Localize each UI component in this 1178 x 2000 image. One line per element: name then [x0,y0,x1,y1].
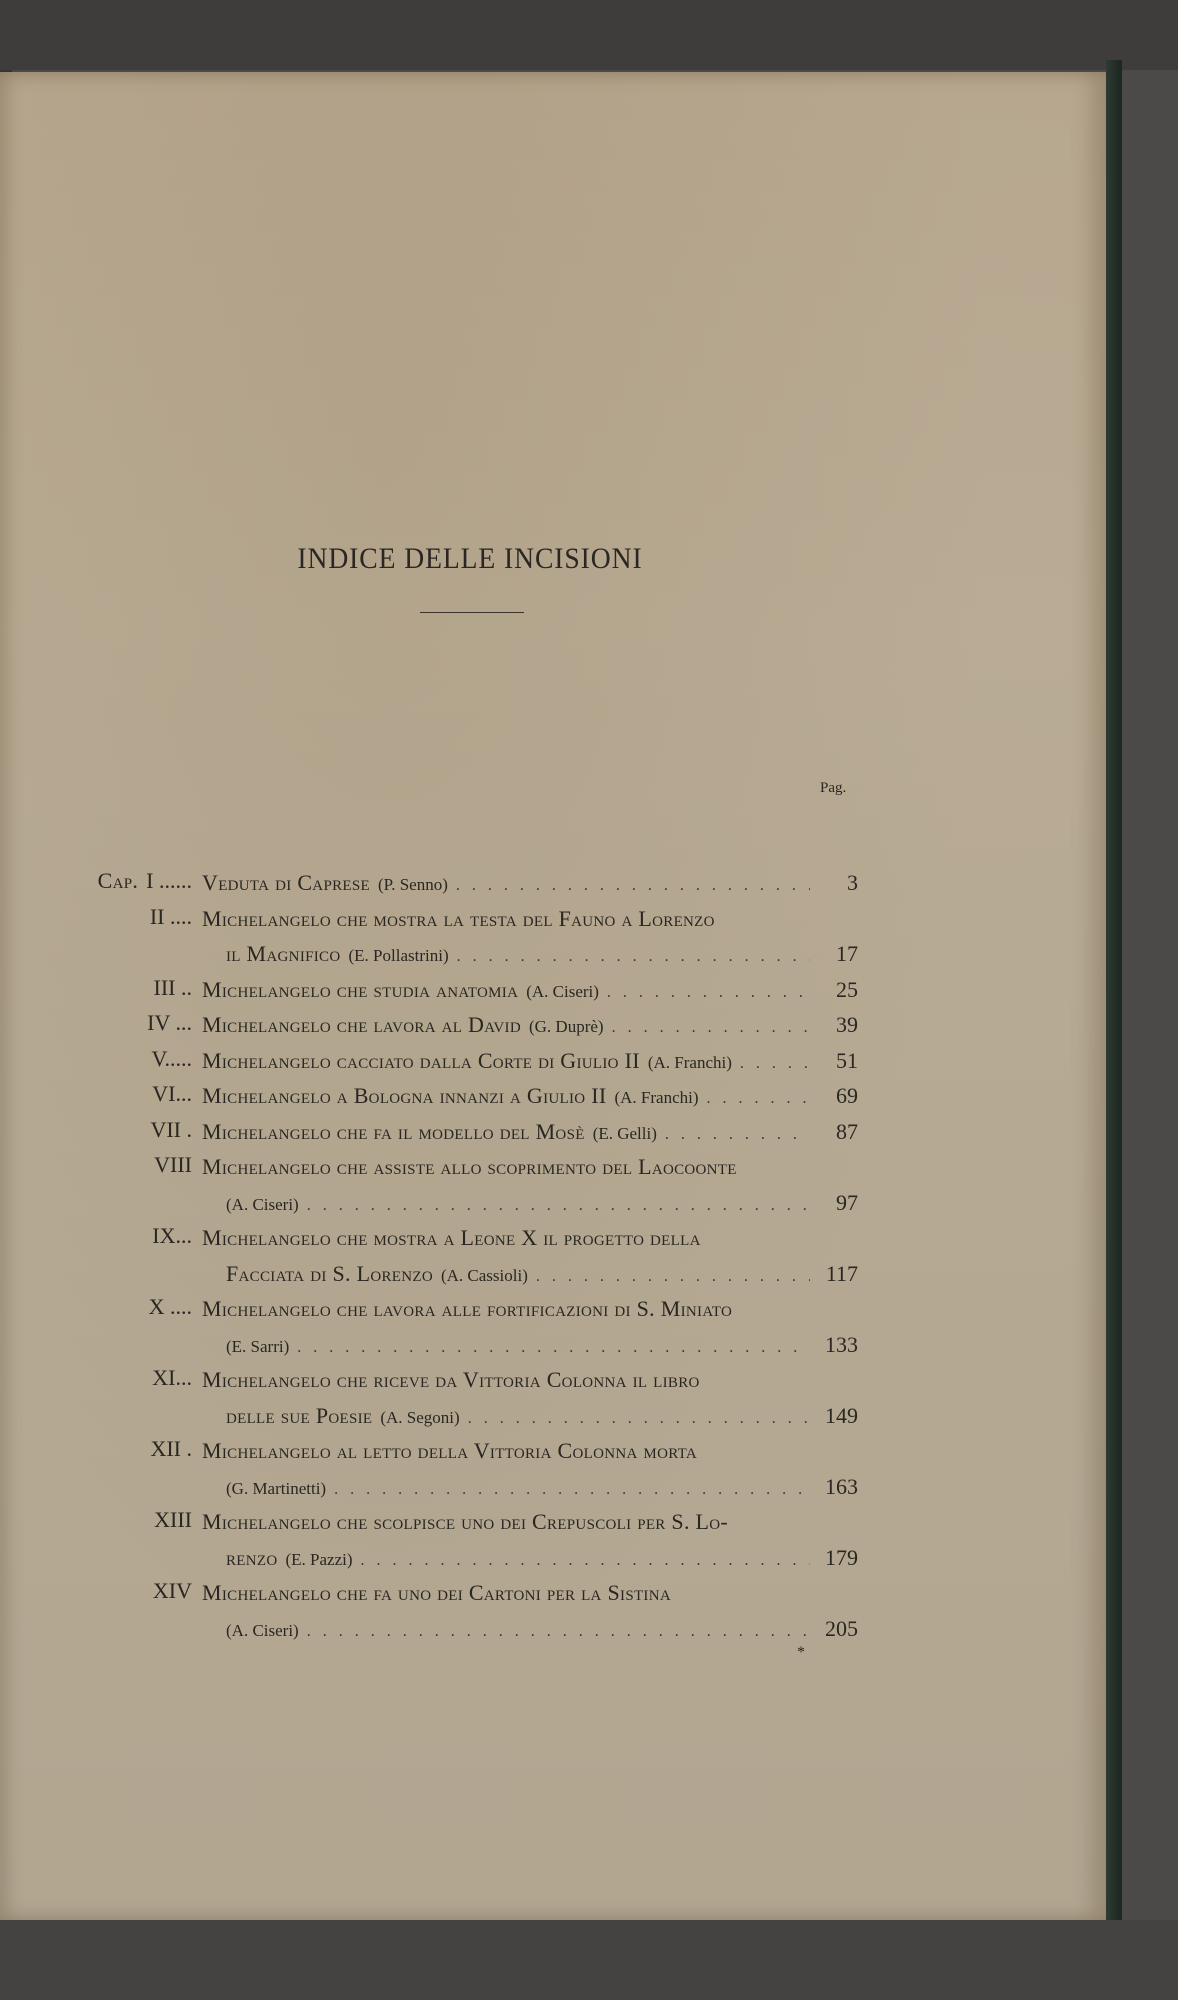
toc-entry-line-2 [226,1332,858,1364]
toc-entry-numeral: X .... [148,1294,192,1319]
toc-entry-credit: (A. Ciseri) [226,1194,299,1214]
background-bottom [0,1920,1178,2000]
toc-entry-numeral: XI... [152,1365,192,1390]
toc-entry-line [202,1012,858,1044]
toc-leader-dots [707,1090,810,1108]
toc-page-number: 205 [825,1615,858,1641]
toc-entry-title: Michelangelo che riceve da Vittoria Colonna il libro [202,1367,700,1392]
toc-entry-number [150,1117,192,1143]
toc-entry-line [202,1048,858,1080]
toc-entry-credit: (A. Franchi) [614,1088,699,1107]
toc-entry-credit: (E. Sarri) [226,1336,290,1356]
toc-entry-title: Michelangelo a Bologna innanzi a Giulio II [202,1083,607,1108]
toc-page-number: 179 [825,1544,858,1570]
toc-page-number: 17 [836,941,858,966]
page-title: INDICE DELLE INCISIONI [297,542,643,575]
toc-entry-number [154,1152,192,1178]
toc-leader-dots [536,1268,810,1286]
toc-entry-title-cont: Facciata di S. Lorenzo [226,1260,433,1286]
toc-entry-line-2 [226,941,858,973]
toc-entry-number [152,1365,192,1391]
toc-entry-title: Michelangelo che studia anatomia [202,976,519,1002]
toc-entry-line-2 [226,1190,858,1222]
toc-entry-number [98,868,192,894]
toc-entry-numeral: II .... [149,903,192,929]
toc-entry-line [202,1154,858,1186]
toc-entry-numeral: V..... [151,1045,192,1071]
toc-entry-title: Michelangelo che fa il modello del Mosè [202,1118,585,1144]
toc-page-number: 69 [836,1083,858,1108]
toc-page-number: 97 [836,1189,858,1215]
toc-entry-credit: (G. Martinetti) [226,1478,327,1498]
toc-entry-numeral: I ...... [146,868,192,893]
toc-entry-line-2 [226,1616,858,1648]
background-top [0,0,1178,70]
toc-entry-line [202,906,858,938]
book-cover-edge [1106,60,1122,1920]
toc-entry-title: Michelangelo che mostra a Leone X il progetto della [202,1225,701,1250]
title-rule [420,612,524,613]
toc-entry-credit: (E. Pazzi) [285,1549,353,1569]
toc-entry-line [202,1225,858,1257]
toc-entry-credit: (A. Ciseri) [526,981,599,1001]
toc-entry-title: Michelangelo che fa uno dei Cartoni per la Sistina [202,1580,671,1605]
toc-entry-title: Michelangelo che lavora al David [202,1012,521,1037]
toc-entry-line [202,1580,858,1612]
toc-page-number: 51 [836,1047,858,1073]
toc-entry-line [202,1083,858,1115]
toc-entry-title-cont: renzo [226,1544,278,1570]
toc-leader-dots [307,1197,810,1215]
toc-entry-credit: (A. Segoni) [380,1407,460,1427]
toc-page-number: 117 [825,1260,858,1286]
toc-entry-number [151,1046,192,1072]
toc-entry-line [202,1367,858,1399]
toc-entry-credit: (A. Franchi) [647,1052,732,1072]
toc-entry-title: Veduta di Caprese [202,870,370,895]
pag-label: Pag. [820,780,847,796]
toc-leader-dots [612,1019,810,1037]
toc-entry-number [149,1294,192,1320]
toc-entry-title: Michelangelo cacciato dalla Corte di Giulio II [202,1047,640,1073]
toc-page-number: 25 [836,976,858,1002]
toc-leader-dots [334,1481,810,1499]
toc-page-number: 39 [836,1012,858,1037]
toc-entry-line [202,977,858,1009]
toc-entry-numeral: XIV [152,1578,192,1603]
toc-entry-numeral: III .. [153,974,192,1000]
toc-entry-credit: (A. Ciseri) [226,1620,299,1640]
toc-entry-line [202,1438,858,1470]
toc-entry-number [154,975,192,1001]
toc-entry-numeral: VIII [154,1152,192,1177]
toc-entry-title-cont: il Magnifico [226,941,341,966]
toc-leader-dots [468,1410,810,1428]
toc-entry-line-2 [226,1545,858,1577]
toc-entry-number [152,1081,192,1107]
toc-entry-line [202,1119,858,1151]
toc-entry-credit: (E. Gelli) [592,1123,657,1143]
toc-entry-line-2 [226,1261,858,1293]
toc-entry-numeral: XIII [154,1507,192,1532]
toc-entry-number [153,1578,192,1604]
toc-page-number: 149 [825,1402,858,1428]
toc-entry-title: Michelangelo che lavora alle fortificazioni di S. Miniato [202,1296,733,1321]
toc-entry-line [202,870,858,902]
toc-entry-credit: (P. Senno) [377,875,448,894]
toc-page-number: 87 [836,1118,858,1144]
toc-entry-numeral: IV ... [147,1010,192,1035]
toc-entry-line-2 [226,1474,858,1506]
toc-entry-credit: (A. Cassioli) [440,1265,528,1285]
toc-leader-dots [740,1055,810,1073]
toc-entry-line [202,1509,858,1541]
toc-entry-number [152,1223,192,1249]
toc-leader-dots [457,948,810,966]
toc-entry-credit: (G. Duprè) [528,1017,604,1036]
toc-entry-line [202,1296,858,1328]
cap-label: Cap. [97,868,139,893]
toc-entry-numeral: VI... [152,1081,192,1106]
toc-page-number: 163 [825,1473,858,1499]
toc-leader-dots [361,1552,810,1570]
toc-entry-number [150,904,192,930]
toc-leader-dots [456,877,810,895]
book-page [0,72,1106,1920]
toc-leader-dots [607,984,810,1002]
toc-entry-title: Michelangelo che mostra la testa del Fauno a Lorenzo [202,905,715,931]
toc-entry-numeral: IX... [152,1223,192,1248]
toc-entry-title: Michelangelo al letto della Vittoria Colonna morta [202,1438,698,1463]
toc-entry-title: Michelangelo che assiste allo scoprimento del Laocoonte [202,1154,737,1179]
toc-entry-number [154,1507,192,1533]
toc-leader-dots [665,1126,810,1144]
toc-entry-number [150,1436,192,1462]
toc-entry-line-2 [226,1403,858,1435]
toc-entry-credit: (E. Pollastrini) [348,946,449,965]
toc-entry-numeral: VII . [150,1116,192,1142]
footer-mark: * [797,1644,805,1661]
toc-leader-dots [297,1339,810,1357]
toc-page-number: 133 [825,1331,858,1357]
toc-entry-title: Michelangelo che scolpisce uno dei Crepuscoli per S. Lo- [202,1509,729,1534]
toc-entry-number [147,1010,192,1036]
toc-page-number: 3 [847,870,858,895]
toc-leader-dots [307,1623,810,1641]
toc-entry-numeral: XII . [150,1436,192,1461]
toc-entry-title-cont: delle sue Poesie [226,1402,373,1428]
